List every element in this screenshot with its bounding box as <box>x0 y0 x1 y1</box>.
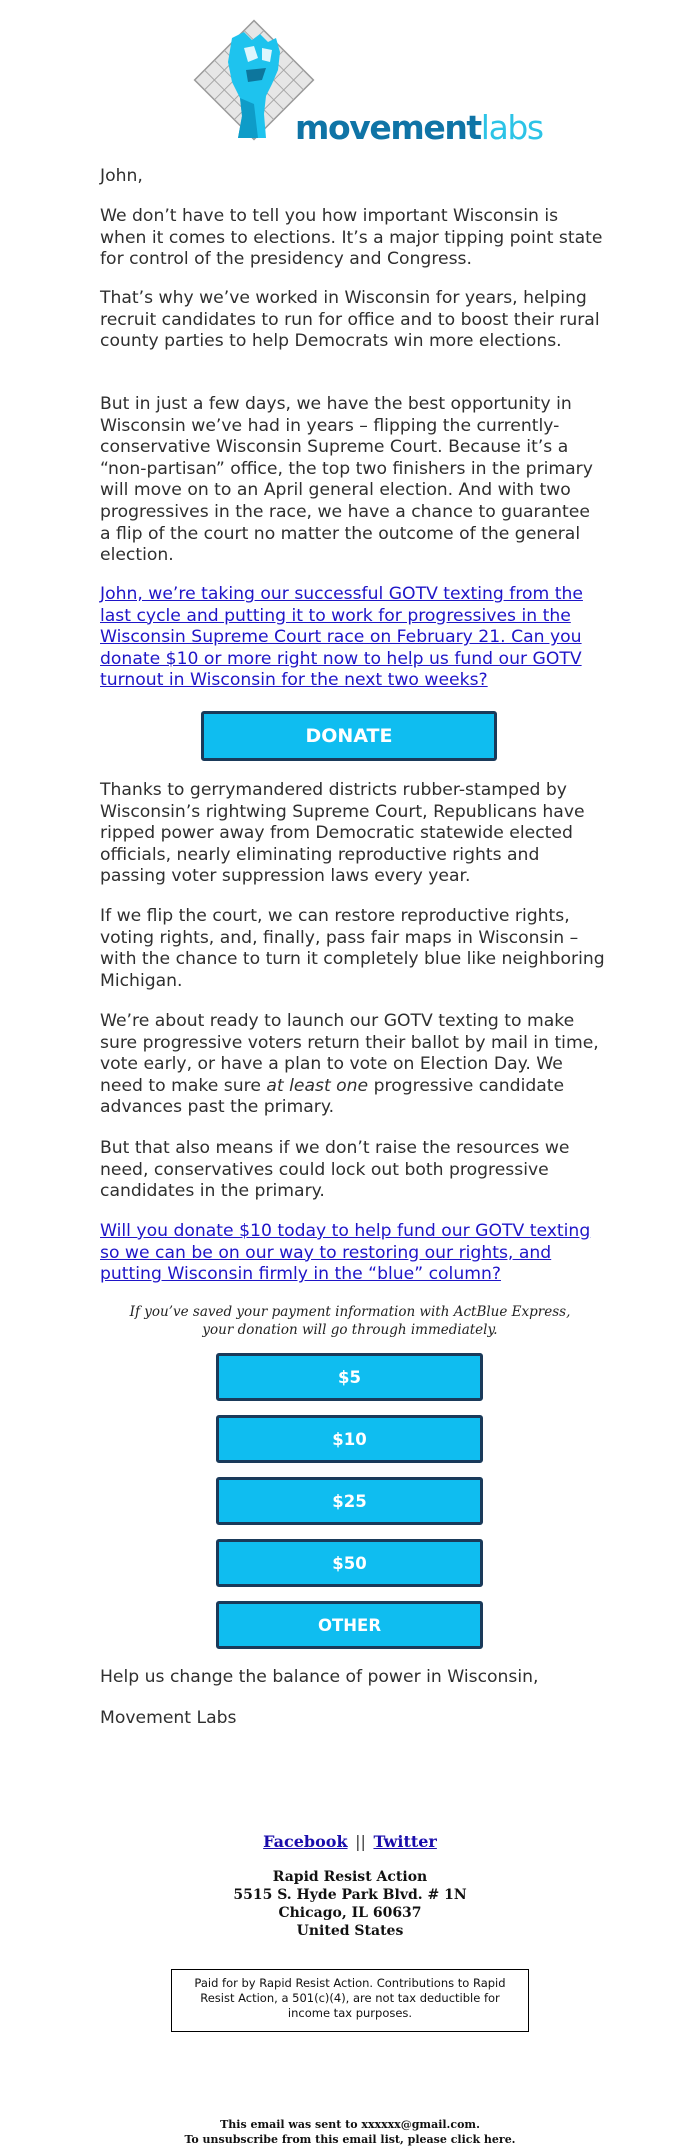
paragraph-5: If we flip the court, we can restore reproductive rights, voting rights, and, finally, pass fair maps in Wisconsin – with the chance to turn it completely blue like neighboring Michigan. <box>100 906 605 991</box>
closing-line: Help us change the balance of power in Wisconsin, <box>100 1667 539 1687</box>
paragraph-3: But in just a few days, we have the best opportunity in Wisconsin we’ve had in years – flipping the currently-conservative Wisconsin Supreme Court. Because it’s a “non-partisan” office, the top two finishers in the primary will move on to an April general election. And with two progressives in the race, we have a chance to guarantee a flip of the court no matter the outcome of the general election. <box>100 394 593 566</box>
paragraph-6-text-b: progressive candidate advances past the primary. <box>100 1075 565 1118</box>
paragraph-1: We don’t have to tell you how important Wisconsin is when it comes to elections. It’s a major tipping point state for control of the presidency and Congress. <box>100 206 603 270</box>
donate-ask-link-1[interactable]: John, we’re taking our successful GOTV texting from the last cycle and putting it to work for progressives in the Wisconsin Supreme Court race on February 21. Can you donate $10 or more right now to help us fund our GOTV turnout in Wisconsin for the next two weeks? <box>100 584 583 691</box>
donate-button[interactable]: DONATE <box>201 711 497 761</box>
donate-ask-link-2[interactable]: Will you donate $10 today to help fund our GOTV texting so we can be on our way to restoring our rights, and putting Wisconsin firmly in the “blue” column? <box>100 1221 591 1285</box>
actblue-express-note: If you’ve saved your payment information with ActBlue Express, your donation will go through immediately. <box>129 1304 571 1338</box>
paragraph-6-text-a: We’re about ready to launch our GOTV texting to make sure progressive voters return their ballot by mail in time, vote early, or have a plan to vote on Election Day. We need to make sure <box>100 1011 599 1096</box>
facebook-link[interactable]: Facebook <box>263 1832 348 1851</box>
social-links <box>0 1832 700 1851</box>
unsubscribe-notice <box>0 2117 700 2147</box>
paragraph-2: That’s why we’ve worked in Wisconsin for years, helping recruit candidates to run for office and to boost their rural county parties to help Democrats win more elections. <box>100 288 600 352</box>
street-address: 5515 S. Hyde Park Blvd. # 1N <box>233 1887 467 1903</box>
brand-wordmark <box>295 108 543 147</box>
donate-amount-10-button[interactable]: $10 <box>216 1415 483 1463</box>
donate-amount-25-button[interactable]: $25 <box>216 1477 483 1525</box>
brand-name-part2: labs <box>480 108 543 147</box>
donate-amount-50-button[interactable]: $50 <box>216 1539 483 1587</box>
paragraph-4: Thanks to gerrymandered districts rubber-stamped by Wisconsin’s rightwing Supreme Court, Republicans have ripped power away from Democratic statewide elected officials, nearly eliminating reproductive rights and passing voter suppression laws every year. <box>100 780 585 887</box>
link-separator: || <box>355 1832 366 1851</box>
donate-amount-5-button[interactable]: $5 <box>216 1353 483 1401</box>
org-name: Rapid Resist Action <box>272 1869 428 1885</box>
paragraph-7: But that also means if we don’t raise the resources we need, conservatives could lock out both progressive candidates in the primary. <box>100 1138 570 1202</box>
paid-for-disclaimer: Paid for by Rapid Resist Action. Contributions to Rapid Resist Action, a 501(c)(4), are not tax deductible for income tax purposes. <box>171 1969 529 2032</box>
twitter-link[interactable]: Twitter <box>373 1832 437 1851</box>
city-state-zip: Chicago, IL 60637 <box>278 1905 422 1921</box>
donate-amount-other-button[interactable]: OTHER <box>216 1601 483 1649</box>
movement-labs-logo[interactable] <box>192 18 543 148</box>
paragraph-6-emphasis: at least one <box>266 1075 369 1096</box>
country: United States <box>296 1923 404 1939</box>
mailing-address <box>0 1868 700 1940</box>
brand-name-part1: movement <box>295 108 481 147</box>
paragraph-6 <box>100 1011 605 1119</box>
unsubscribe-link[interactable]: To unsubscribe from this email list, please click here. <box>184 2133 516 2146</box>
greeting: John, <box>100 166 143 186</box>
sent-to-notice: This email was sent to xxxxxx@gmail.com. <box>220 2118 480 2131</box>
signature: Movement Labs <box>100 1708 237 1728</box>
